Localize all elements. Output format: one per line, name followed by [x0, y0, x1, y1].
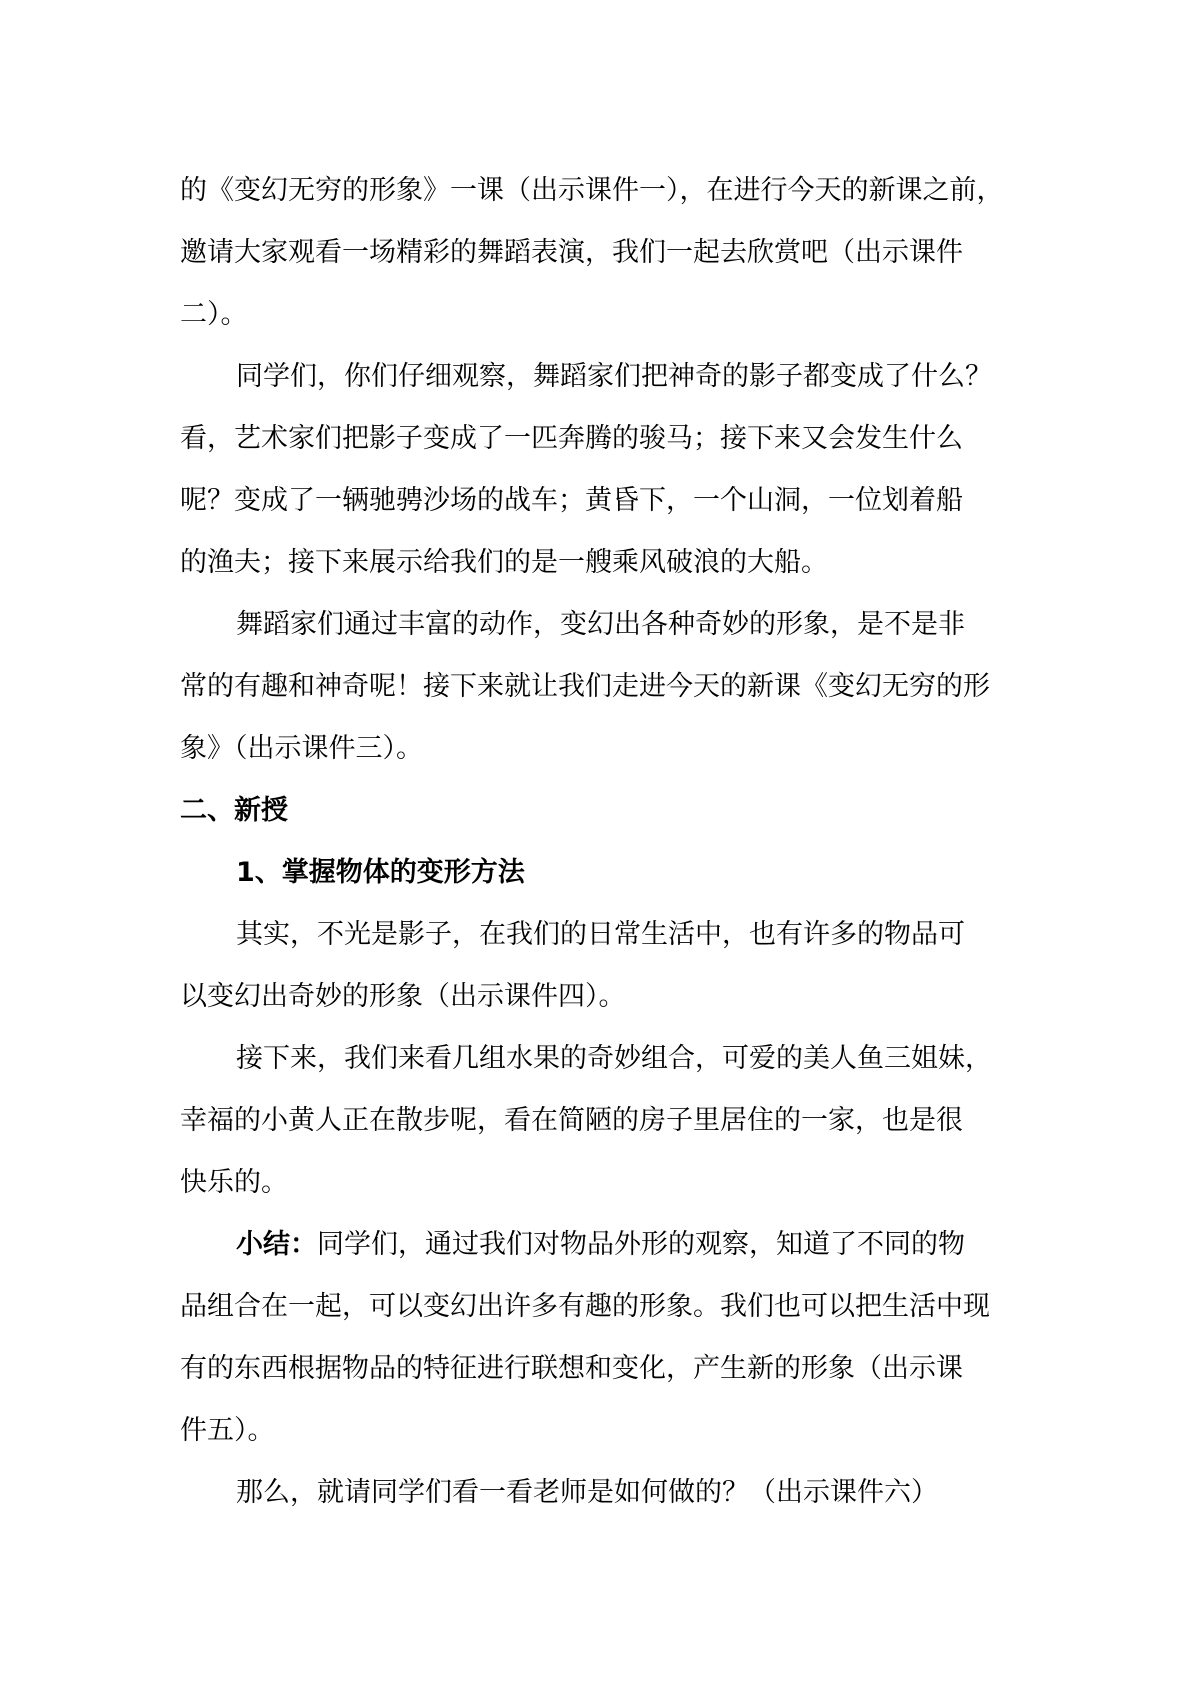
paragraph-line: 以变幻出奇妙的形象（出示课件四）。 — [180, 981, 626, 1012]
paragraph-line: 接下来，我们来看几组水果的奇妙组合，可爱的美人鱼三姐妹， — [236, 1043, 992, 1074]
subsection-heading: 1、掌握物体的变形方法 — [236, 857, 525, 888]
paragraph-line: 呢？变成了一辆驰骋沙场的战车；黄昏下，一个山洞，一位划着船 — [180, 485, 963, 516]
summary-label: 小结： — [236, 1229, 317, 1260]
paragraph-line: 品组合在一起，可以变幻出许多有趣的形象。我们也可以把生活中现 — [180, 1291, 990, 1322]
summary-text: 同学们，通过我们对物品外形的观察，知道了不同的物 — [317, 1229, 965, 1260]
paragraph-line: 那么，就请同学们看一看老师是如何做的？（出示课件六） — [236, 1477, 938, 1508]
paragraph-line: 邀请大家观看一场精彩的舞蹈表演，我们一起去欣赏吧（出示课件 — [180, 237, 963, 268]
paragraph-line: 的《变幻无穷的形象》一课（出示课件一），在进行今天的新课之前， — [180, 175, 1004, 206]
paragraph-line: 舞蹈家们通过丰富的动作，变幻出各种奇妙的形象，是不是非 — [236, 609, 965, 640]
document-body — [180, 160, 1020, 1524]
paragraph-line: 同学们，你们仔细观察，舞蹈家们把神奇的影子都变成了什么？ — [236, 361, 992, 392]
paragraph-line: 二）。 — [180, 299, 248, 330]
summary-line — [180, 1214, 1020, 1276]
paragraph-line: 有的东西根据物品的特征进行联想和变化，产生新的形象（出示课 — [180, 1353, 963, 1384]
section-heading: 二、新授 — [180, 795, 288, 826]
paragraph-line: 其实，不光是影子，在我们的日常生活中，也有许多的物品可 — [236, 919, 965, 950]
paragraph-line: 幸福的小黄人正在散步呢，看在简陋的房子里居住的一家，也是很 — [180, 1105, 963, 1136]
paragraph-line: 看，艺术家们把影子变成了一匹奔腾的骏马；接下来又会发生什么 — [180, 423, 963, 454]
paragraph-line: 象》（出示课件三）。 — [180, 733, 423, 764]
paragraph-line: 的渔夫；接下来展示给我们的是一艘乘风破浪的大船。 — [180, 547, 828, 578]
paragraph-line: 常的有趣和神奇呢！接下来就让我们走进今天的新课《变幻无穷的形 — [180, 671, 990, 702]
paragraph-line: 快乐的。 — [180, 1167, 288, 1198]
paragraph-line: 件五）。 — [180, 1415, 275, 1446]
